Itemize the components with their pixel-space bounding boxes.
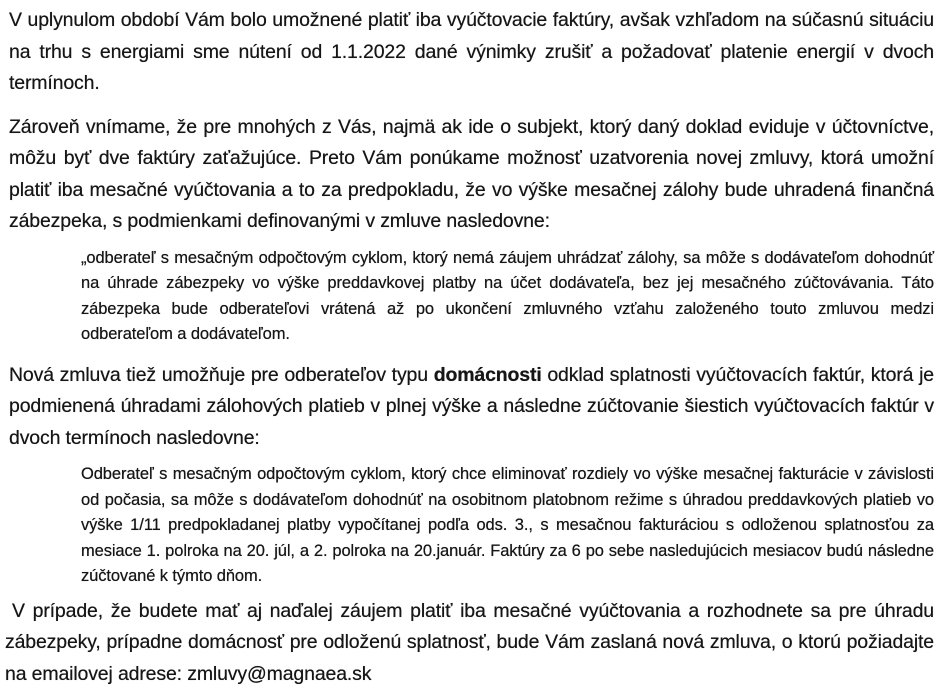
household-bold-keyword: domácnosti: [434, 364, 542, 386]
email-address: zmluvy@magnaea.sk: [187, 663, 371, 685]
paragraph-intro: V uplynulom období Vám bolo umožnené platiť iba vyúčtovacie faktúry, avšak vzhľadom na súčasnú situáciu na trhu s energiami sme nútení od 1.1.2022 dané výnimky zrušiť a požadovať platenie energií v dvoch termínoch.: [9, 5, 934, 100]
paragraph-closing-text: V prípade, že budete mať aj naďalej záujem platiť iba mesačné vyúčtovania a rozhodnete sa pre úhradu zábezpeky, prípadne domácnosť pre odloženú splatnosť, bude Vám zaslaná nová zmluva, o ktorú požiadajte na emailovej adrese:: [5, 600, 934, 685]
quote-deferred-payment-terms: Odberateľ s mesačným odpočtovým cyklom, ktorý chce eliminovať rozdiely vo výške mesačnej fakturácie v závislosti od počasia, sa môže s dodávateľom dohodnúť na osobitnom platobnom režime s úhradou preddavkových platieb vo výške 1/11 predpokladanej platby vypočítanej podľa ods. 3., s mesačnou fakturáciou s odloženou splatnosťou za mesiace 1. polroka na 20. júl, a 2. polroka na 20.január. Faktúry za 6 po sebe nasledujúcich mesiacov budú následne zúčtované k týmto dňom.: [81, 462, 934, 590]
paragraph-offer: Zároveň vnímame, že pre mnohých z Vás, najmä ak ide o subjekt, ktorý daný doklad eviduje v účtovníctve, môžu byť dve faktúry zaťažujúce. Preto Vám ponúkame možnosť uzatvorenia novej zmluvy, ktorá umožní platiť iba mesačné vyúčtovania a to za predpokladu, že vo výške mesačnej zálohy bude uhradená finančná zábezpeka, s podmienkami definovanými v zmluve nasledovne:: [9, 112, 934, 238]
paragraph-household-text-before: Nová zmluva tiež umožňuje pre odberateľov typu: [9, 364, 434, 386]
paragraph-closing: [5, 596, 934, 690]
quote-deposit-terms: „odberateľ s mesačným odpočtovým cyklom, ktorý nemá záujem uhrádzať zálohy, sa môže s dodávateľom dohodnúť na úhrade zábezpeky vo výške preddavkovej platby na účet dodávateľa, bez jej mesačného zúčtovávania. Táto zábezpeka bude odberateľovi vrátená až po ukončení zmluvného vzťahu založeného touto zmluvou medzi odberateľom a dodávateľom.: [81, 246, 934, 348]
paragraph-household: [9, 360, 934, 455]
paragraph-household-text-after: odklad splatnosti vyúčtovacích faktúr, ktorá je podmienená úhradami zálohových platieb v plnej výške a následne zúčtovanie šiestich vyúčtovacích faktúr v dvoch termínoch nasledovne:: [9, 364, 934, 449]
